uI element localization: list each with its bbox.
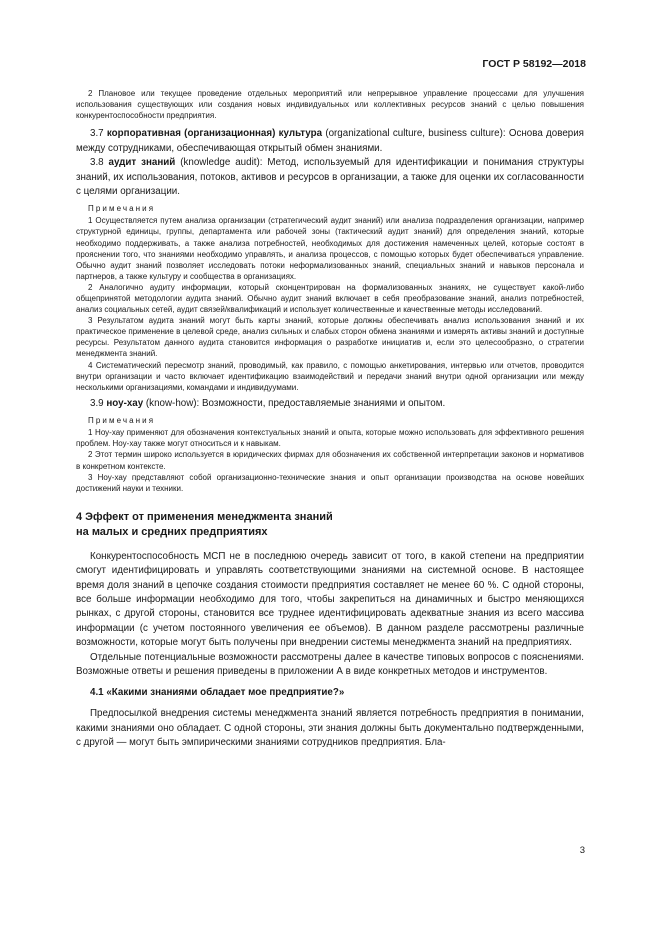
term-name: аудит знаний bbox=[108, 157, 176, 169]
note-item: 4 Систематический пересмотр знаний, проводимый, как правило, с помощью анкетирования, интервью или отчетов, проводится внутри организации и часто включает идентификацию взаимодействий и передачи знаний внутри одной организации или между несколькими организациями, командами и индивидуумами. bbox=[76, 360, 584, 392]
notes-heading: Примечания bbox=[88, 416, 156, 426]
section-4-1-paragraph: Предпосылкой внедрения системы менеджмента знаний является потребность предприятия в понимании, какими знаниями оно обладает. С одной стороны, эти знания должны быть документально подтвержденными, с другой — могут быть эмпирическими знаниями сотрудников предприятия. Бла- bbox=[76, 708, 584, 749]
term-number: 3.7 bbox=[90, 128, 104, 140]
term-definition: (organizational culture, business culture): Основа доверия между сотрудниками, обеспечивающая открытый обмен знаниями. bbox=[76, 128, 584, 154]
notes-heading: Примечания bbox=[88, 204, 156, 214]
section-4-title-line1: 4 Эффект от применения менеджмента знаний bbox=[76, 510, 333, 523]
term-name: корпоративная (организационная) культура bbox=[106, 128, 323, 140]
note-item: 2 Аналогично аудиту информации, который сконцентрирован на формализованных знаниях, не существует какой-либо общепринятой методологии аудита знаний. Обычно аудит знаний включает в себя преобразование знаний, анализ потребностей, анализ социальных сетей, аудит связей/квалификаций и использует количественные и качественные методы исследований. bbox=[76, 282, 584, 315]
term-number: 3.8 bbox=[90, 157, 104, 169]
note-item: 3 Ноу-хау представляют собой организационно-технические знания и опыт организации производства на основе новейших достижений науки и техники. bbox=[76, 472, 584, 493]
section-4-heading bbox=[76, 510, 584, 540]
section-4-paragraph: Отдельные потенциальные возможности рассмотрены далее в качестве типовых вопросов с пояснениями. Возможные ответы и решения приведены в приложении А в виде конкретных методов и инструментов. bbox=[76, 651, 584, 678]
note-continuation: 2 Плановое или текущее проведение отдельных мероприятий или непрерывное управление процессами для улучшения использования существующих или создания новых индивидуальных или коллективных ресурсов знаний с целью повышения конкурентоспособности предприятия. bbox=[76, 89, 584, 121]
page-number: 3 bbox=[579, 845, 585, 856]
section-4-title-line2: на малых и средних предприятиях bbox=[76, 525, 268, 538]
note-item: 3 Результатом аудита знаний могут быть карты знаний, которые должны обеспечивать анализ использования знаний и их практическое применение в целевой среде, анализ сильных и слабых сторон обмена знаниями и измерять активы знаний и доступные ресурсы. Результатом данного аудита становится информация о разработке инициатив и, если это целесообразно, о стратегии менеджмента знаний. bbox=[76, 316, 584, 359]
standard-number: ГОСТ Р 58192—2018 bbox=[482, 58, 586, 70]
term-name: ноу-хау bbox=[106, 397, 144, 409]
term-3-8 bbox=[76, 156, 584, 199]
term-definition: (knowledge audit): Метод, используемый для идентификации и понимания структуры знаний, их использования, потоков, активов и ресурсов в организации, а также для оценки их согласованности с целями организации. bbox=[76, 157, 584, 197]
note-item: 1 Осуществляется путем анализа организации (стратегический аудит знаний) или анализа подразделения организации, например структурной единицы, группы, департамента или рабочей зоны (тактический аудит знаний) для определения знаний, которые необходимо поддерживать, а также анализа потребностей, необходимых для достижения намеченных целей, которые состоят в прояснении того, что знаниями необходимо управлять, и анализа процессов, с помощью которых будет обеспечиваться управление. Обычно аудит знаний позволяет исследовать потоки неформализованных знаний, специальных знаний и навыков персонала и партнеров, а также культуру и сообщества в организациях. bbox=[76, 216, 584, 281]
term-definition: (know-how): Возможности, предоставляемые знаниями и опытом. bbox=[143, 397, 446, 409]
section-4-paragraph: Конкурентоспособность МСП не в последнюю очередь зависит от того, в какой степени на предприятии смогут идентифицировать и управлять соответствующими знаниями на системной основе. В настоящее время доля знаний в цепочке создания стоимости предприятия составляет не менее 60 %. С одной стороны, все больше информации необходимо для того, чтобы закрепиться на динамичных и быстро меняющихся рынках, с другой стороны, становится все труднее идентифицировать адекватные знания из всего массива информации (с учетом постоянного увеличения ее объемов). В данном разделе рассмотрены различные возможности, которые могут быть получены при внедрении системы менеджмента знаний на предприятиях. bbox=[76, 550, 584, 649]
term-3-9 bbox=[76, 397, 584, 411]
section-4-1-heading: 4.1 «Какими знаниями обладает мое предприятие?» bbox=[90, 687, 345, 699]
document-body bbox=[76, 88, 584, 751]
term-number: 3.9 bbox=[90, 397, 104, 409]
note-item: 1 Ноу-хау применяют для обозначения контекстуальных знаний и опыта, которые можно использовать для эффективного решения проблем. Ноу-хау также могут относиться и к навыкам. bbox=[76, 428, 584, 449]
term-3-7 bbox=[76, 127, 584, 156]
note-item: 2 Этот термин широко используется в юридических фирмах для обозначения их собственной интерпретации законов и нормативов в конкретном контексте. bbox=[76, 450, 584, 471]
